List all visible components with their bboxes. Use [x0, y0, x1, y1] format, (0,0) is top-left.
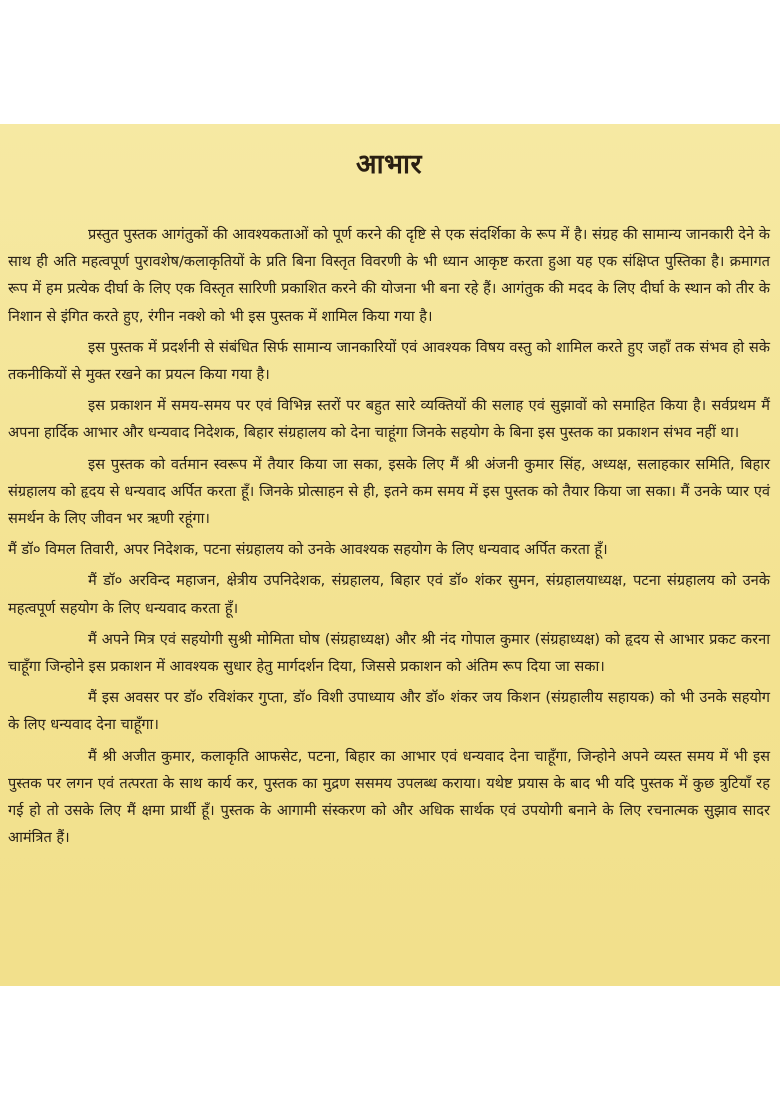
page-title: आभार: [355, 149, 423, 180]
paragraph-intro: प्रस्तुत पुस्तक आगंतुकों की आवश्यकताओं को पूर्ण करने की दृष्टि से एक संदर्शिका के रूप में है। संग्रह की सामान्य जानकारी देने के साथ ही अति महत्वपूर्ण पुरावशेष/कलाकृतियों के प्रति बिना विस्तृत विवरणी के भी ध्यान आकृष्ट करता हुआ यह एक संक्षिप्त पुस्तिका है। क्रमागत रूप में हम प्रत्येक दीर्घा के लिए एक विस्तृत सारिणी प्रकाशित करने की योजना भी बना रहे हैं। आगंतुक की मदद के लिए दीर्घा के स्थान को तीर के निशान से इंगित करते हुए, रंगीन नक्शे को भी इस पुस्तक में शामिल किया गया है।: [8, 226, 770, 325]
acknowledgement-page: [0, 124, 780, 986]
paragraph-director-thanks: इस प्रकाशन में समय-समय पर एवं विभिन्न स्तरों पर बहुत सारे व्यक्तियों की सलाह एवं सुझावों को समाहित किया है। सर्वप्रथम मैं अपना हार्दिक आभार और धन्यवाद निदेशक, बिहार संग्रहालय को देना चाहूंगा जिनके सहयोग के बिना इस पुस्तक का प्रकाशन संभव नहीं था।: [8, 397, 770, 442]
paragraph-scope: इस पुस्तक में प्रदर्शनी से संबंधित सिर्फ सामान्य जानकारियों एवं आवश्यक विषय वस्तु को शामिल करते हुए जहाँ तक संभव हो सके तकनीकियों से मुक्त रखने का प्रयत्न किया गया है।: [8, 338, 770, 384]
paragraph-chairman-thanks: इस पुस्तक को वर्तमान स्वरूप में तैयार किया जा सका, इसके लिए मैं श्री अंजनी कुमार सिंह, अध्यक्ष, सलाहकार समिति, बिहार संग्रहालय को हृदय से धन्यवाद अर्पित करता हूँ। जिनके प्रोत्साहन से ही, इतने कम समय में इस पुस्तक को तैयार किया जा सका। मैं उनके प्यार एवं समर्थन के लिए जीवन भर ऋणी रहूंगा।: [8, 455, 771, 528]
paragraph-deputy-director-thanks: मैं डॉ० अरविन्द महाजन, क्षेत्रीय उपनिदेशक, संग्रहालय, बिहार एवं डॉ० शंकर सुमन, संग्रहालयाध्यक्ष, पटना संग्रहालय को उनके महत्वपूर्ण सहयोग के लिए धन्यवाद करता हूँ।: [8, 572, 770, 617]
paragraph-colleagues-thanks: मैं अपने मित्र एवं सहयोगी सुश्री मोमिता घोष (संग्रहाध्यक्ष) और श्री नंद गोपाल कुमार (संग्रहाध्यक्ष) को हृदय से आभार प्रकट करना चाहूँगा जिन्होने इस प्रकाशन में आवश्यक सुधार हेतु मार्गदर्शन दिया, जिससे प्रकाशन को अंतिम रूप दिया जा सका।: [8, 630, 770, 676]
paragraph-assistants-thanks: मैं इस अवसर पर डॉ० रविशंकर गुप्ता, डॉ० विशी उपाध्याय और डॉ० शंकर जय किशन (संग्रहालीय सहायक) को भी उनके सहयोग के लिए धन्यवाद देना चाहूँगा।: [8, 689, 770, 734]
paragraph-additional-director-thanks: मैं डॉ० विमल तिवारी, अपर निदेशक, पटना संग्रहालय को उनके आवश्यक सहयोग के लिए धन्यवाद अर्पित करता हूँ।: [8, 541, 608, 559]
paragraph-printer-thanks: मैं श्री अजीत कुमार, कलाकृति आफसेट, पटना, बिहार का आभार एवं धन्यवाद देना चाहूँगा, जिन्होने अपने व्यस्त समय में भी इस पुस्तक पर लगन एवं तत्परता के साथ कार्य कर, पुस्तक का मुद्रण ससमय उपलब्ध कराया। यथेष्ट प्रयास के बाद भी यदि पुस्तक में कुछ त्रुटियाँ रह गई हो तो उसके लिए मैं क्षमा प्रार्थी हूँ। पुस्तक के आगामी संस्करण को और अधिक सार्थक एवं उपयोगी बनाने के लिए रचनात्मक सुझाव सादर आमंत्रित हैं।: [8, 747, 770, 847]
